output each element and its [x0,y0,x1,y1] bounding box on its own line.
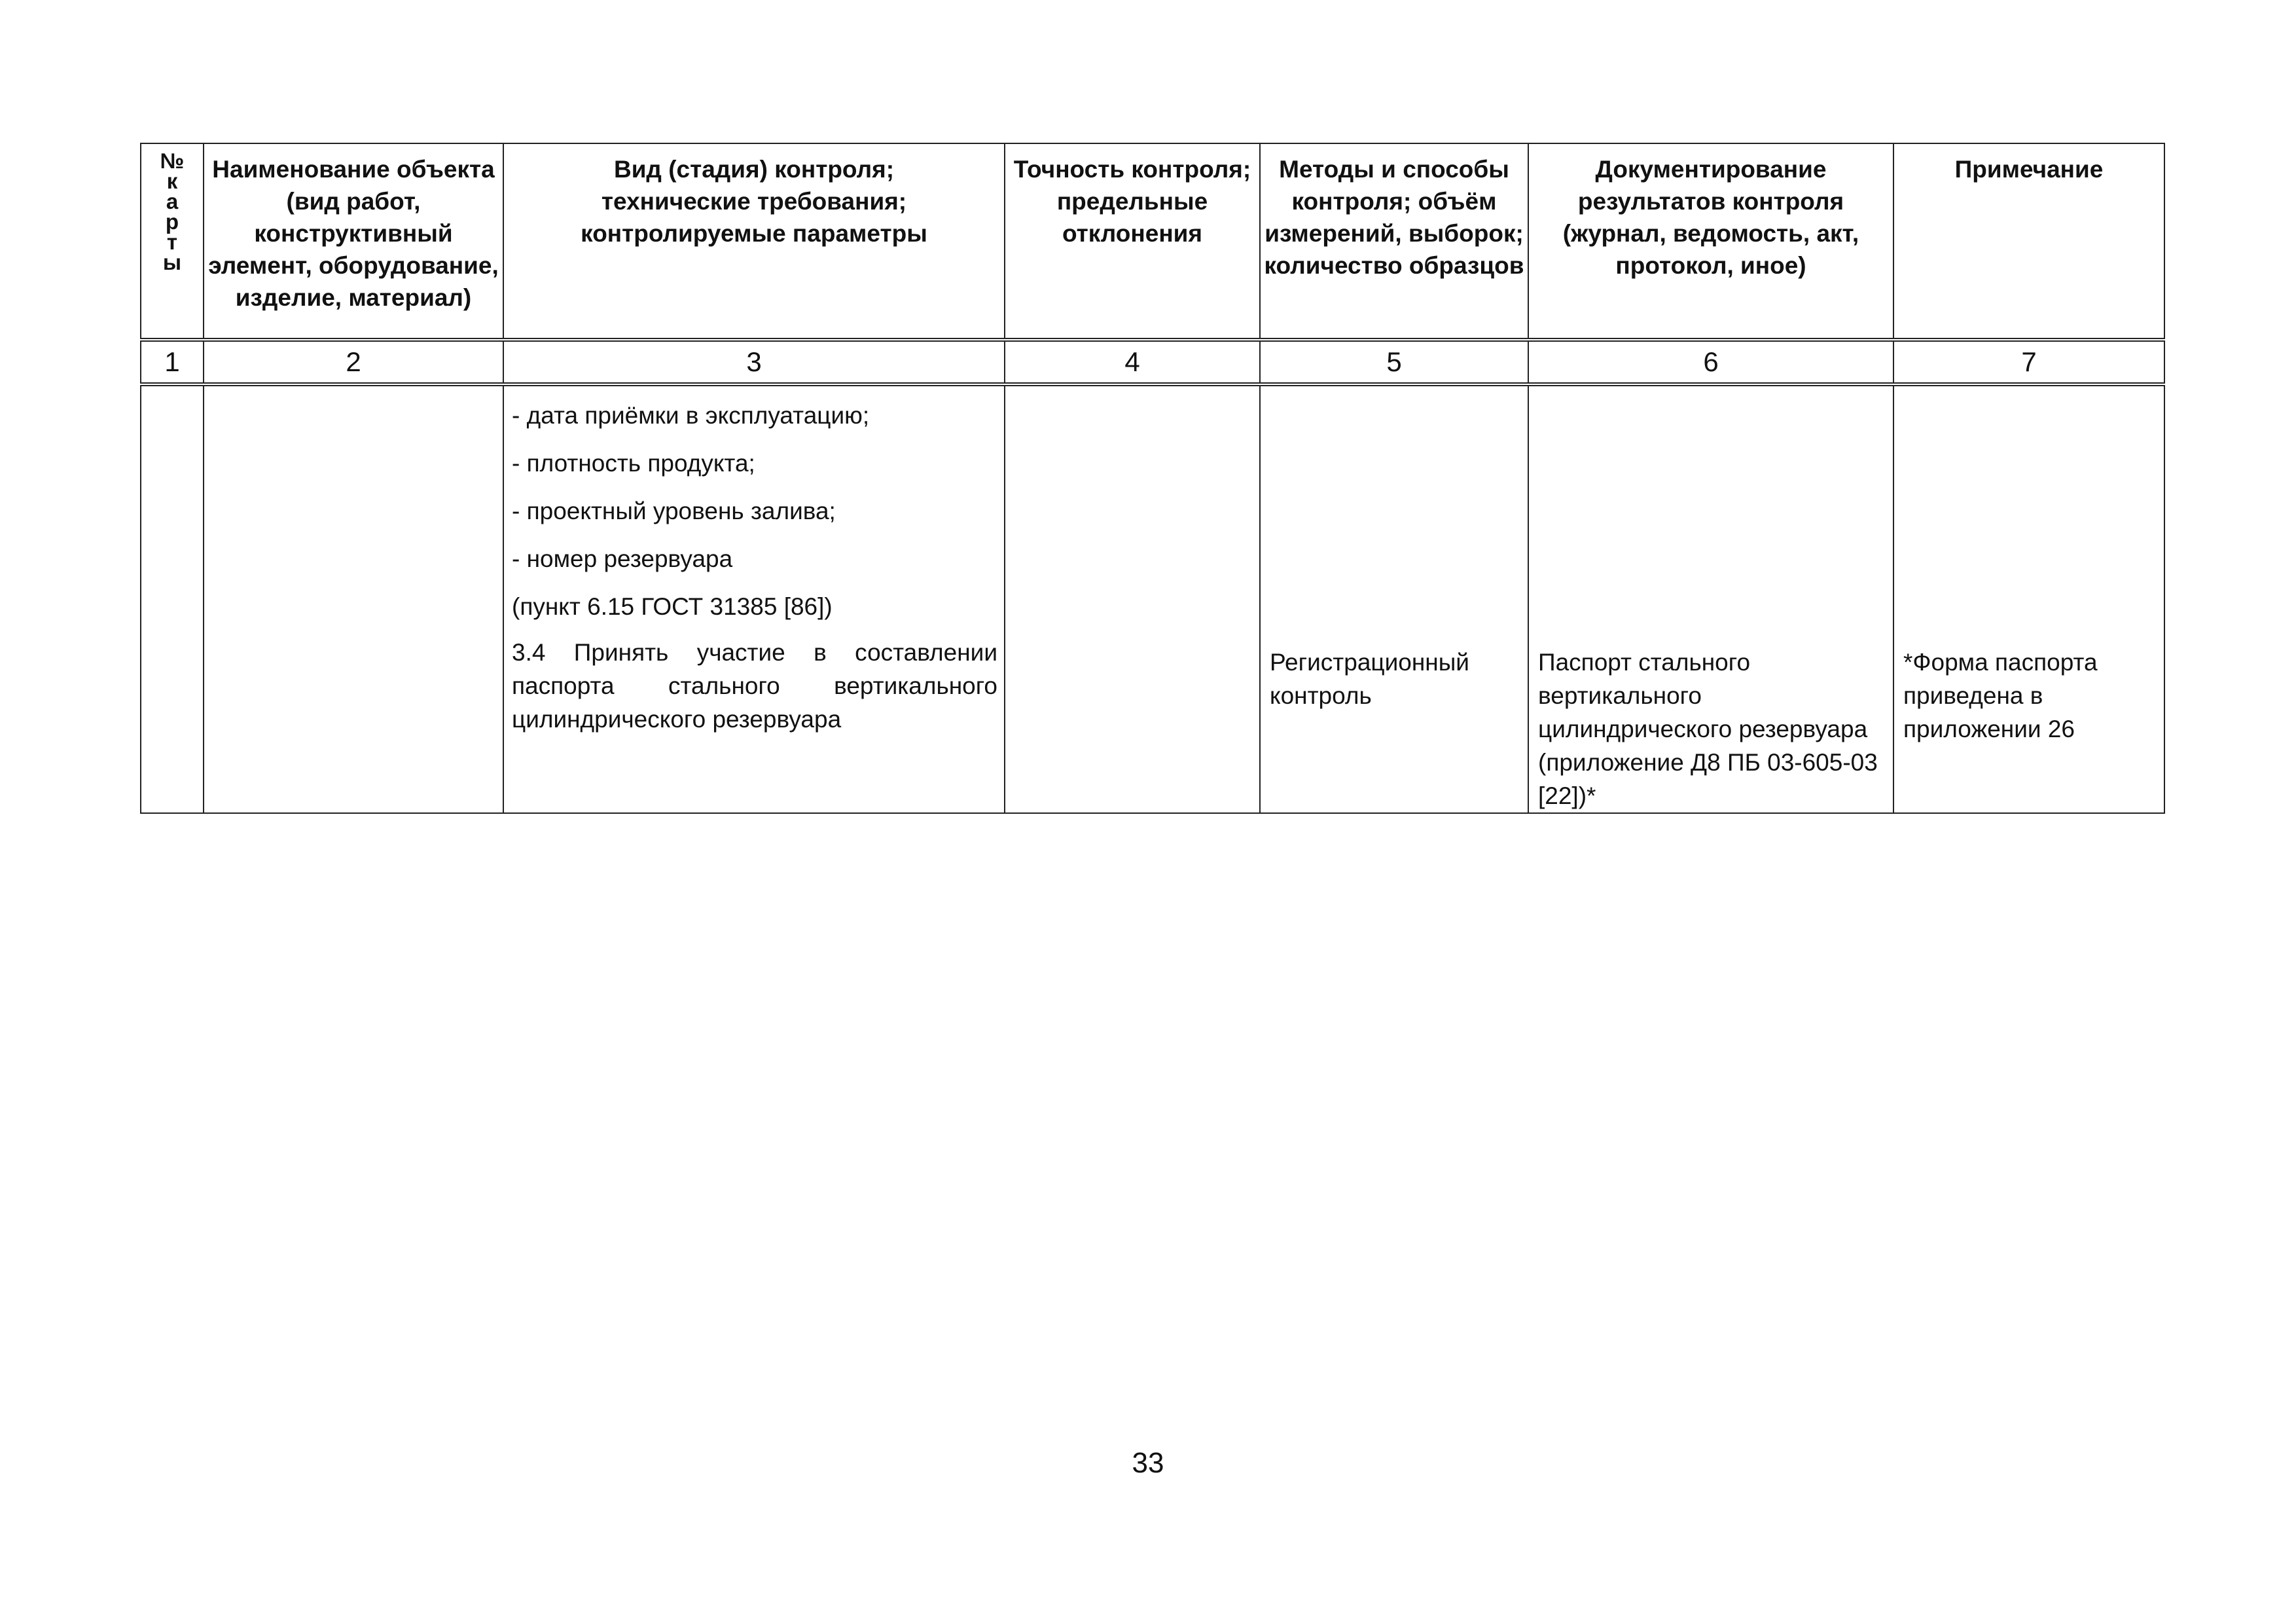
cell-methods [1260,384,1528,813]
note-text: *Форма паспорта приведена в приложении 26 [1903,649,2098,742]
column-number: 6 [1528,340,1893,384]
column-number: 7 [1893,340,2164,384]
control-line: - проектный уровень залива; [512,498,836,524]
header-card-number-char: т [166,230,178,254]
control-item-text: 3.4 Принять участие в составлении паспорта стального вертикального цилиндрического резервуара [512,639,997,733]
cell-accuracy [1005,384,1260,813]
control-table [140,143,2165,814]
header-card-number-char: № [160,149,185,173]
header-accuracy: Точность контроля; предельные отклонения [1005,143,1260,340]
cell-note [1893,384,2164,813]
control-line: - дата приёмки в эксплуатацию; [512,402,870,429]
documentation-text: Паспорт стального вертикального цилиндрического резервуара (приложение Д8 ПБ 03-605-03 [22])* [1538,649,1878,809]
column-number: 2 [204,340,503,384]
cell-card-number [141,384,204,813]
column-number-row [141,340,2164,384]
table-row [141,384,2164,813]
cell-documentation [1528,384,1893,813]
control-line: - номер резервуара [512,545,733,572]
control-line: (пункт 6.15 ГОСТ 31385 [86]) [512,593,833,620]
header-control-type: Вид (стадия) контроля; технические требования; контролируемые параметры [503,143,1005,340]
methods-text: Регистрационный контроль [1270,649,1469,709]
header-documentation: Документирование результатов контроля (журнал, ведомость, акт, протокол, иное) [1528,143,1893,340]
page-number: 33 [1132,1447,1164,1479]
column-number: 4 [1005,340,1260,384]
header-row [141,143,2164,340]
header-card-number-char: р [165,210,179,234]
control-line: - плотность продукта; [512,450,755,477]
column-number: 3 [503,340,1005,384]
header-methods: Методы и способы контроля; объём измерений, выборок; количество образцов [1260,143,1528,340]
header-card-number-char: к [166,169,178,193]
header-card-number-char: ы [162,250,182,274]
header-card-number [141,143,204,340]
header-object-name: Наименование объекта (вид работ, конструктивный элемент, оборудование, изделие, материал) [204,143,503,340]
header-card-number-char: а [166,189,179,213]
header-note: Примечание [1893,143,2164,340]
cell-object-name [204,384,503,813]
column-number: 1 [141,340,204,384]
cell-control-type [503,384,1005,813]
column-number: 5 [1260,340,1528,384]
